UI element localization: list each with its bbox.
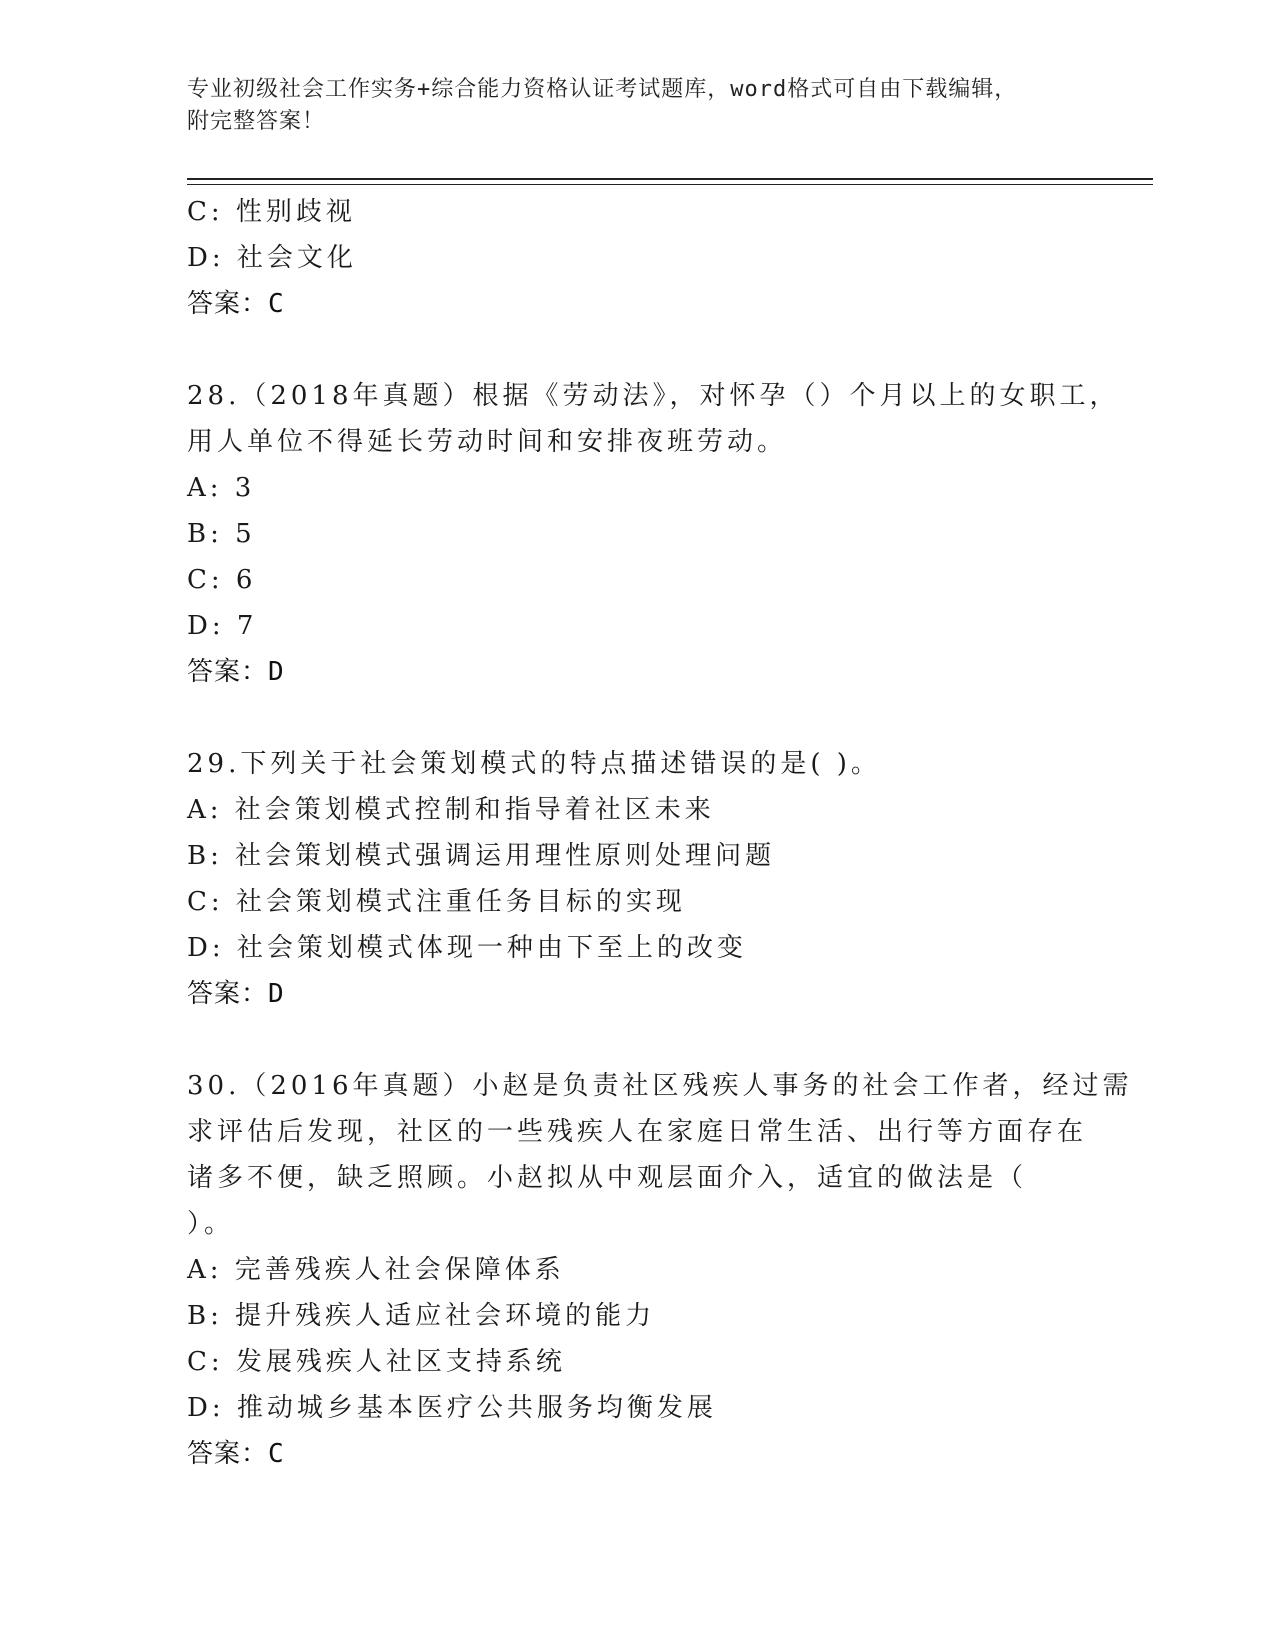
option-a: A: 完善残疾人社会保障体系 (187, 1255, 565, 1285)
option-c: C: 发展残疾人社区支持系统 (187, 1347, 566, 1377)
option-b: B: 提升残疾人适应社会环境的能力 (187, 1301, 656, 1331)
option-d: D: 社会策划模式体现一种由下至上的改变 (187, 933, 747, 963)
answer-label: 答案：D (187, 657, 285, 687)
question-stem: 用人单位不得延长劳动时间和安排夜班劳动。 (187, 427, 788, 457)
header-rule-thin (187, 184, 1153, 185)
question-stem: ）。 (187, 1209, 235, 1239)
answer-label: 答案：C (187, 1439, 285, 1469)
answer-label: 答案：D (187, 979, 285, 1009)
header-rule-thick (187, 178, 1153, 180)
option-c: C: 社会策划模式注重任务目标的实现 (187, 887, 686, 917)
question-stem: 30.（2016年真题）小赵是负责社区残疾人事务的社会工作者，经过需 (187, 1071, 1133, 1101)
option-a: A: 3 (187, 473, 256, 503)
option-a: A: 社会策划模式控制和指导着社区未来 (187, 795, 715, 825)
document-header (187, 74, 1087, 138)
answer-label: 答案：C (187, 289, 285, 319)
question-stem: 诸多不便，缺乏照顾。小赵拟从中观层面介入，适宜的做法是（ (187, 1163, 1028, 1193)
option-c: C: 性别歧视 (187, 197, 356, 227)
option-c: C: 6 (187, 565, 257, 595)
question-29 (187, 741, 1087, 1017)
option-b: B: 5 (187, 519, 256, 549)
option-d: D: 7 (187, 611, 258, 641)
spacer (187, 327, 1087, 373)
option-d: D: 社会文化 (187, 243, 357, 273)
header-line-1: 专业初级社会工作实务+综合能力资格认证考试题库，word格式可自由下载编辑， (187, 77, 1018, 102)
spacer (187, 695, 1087, 741)
option-d: D: 推动城乡基本医疗公共服务均衡发展 (187, 1393, 717, 1423)
question-27 (187, 189, 1087, 327)
option-b: B: 社会策划模式强调运用理性原则处理问题 (187, 841, 776, 871)
question-stem: 求评估后发现，社区的一些残疾人在家庭日常生活、出行等方面存在 (187, 1117, 1088, 1147)
question-list (187, 189, 1133, 1477)
question-30 (187, 1063, 1133, 1477)
question-stem: 29.下列关于社会策划模式的特点描述错误的是( )。 (187, 749, 881, 779)
header-line-2: 附完整答案！ (187, 109, 326, 134)
question-28 (187, 373, 1120, 695)
spacer (187, 1017, 1087, 1063)
question-stem: 28.（2018年真题）根据《劳动法》，对怀孕（）个月以上的女职工， (187, 381, 1120, 411)
